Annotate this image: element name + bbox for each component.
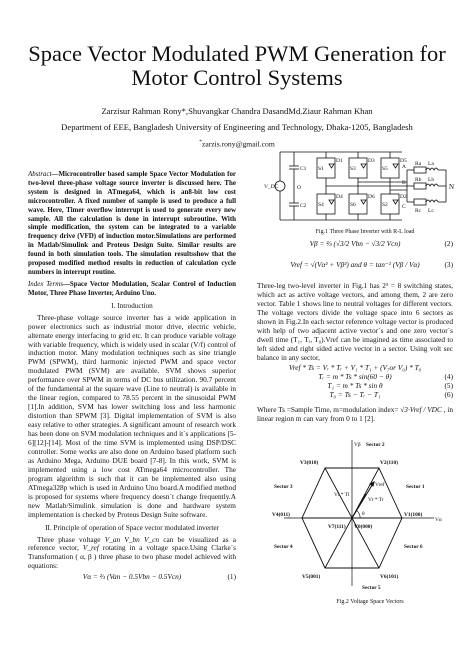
eq5-body: T₁ = m * Ts * sin θ [327,381,383,391]
fig1-ra-label: Ra [415,161,422,167]
fig1-s2-label: S2 [382,202,388,208]
fig2-v0: V0(000) [354,524,373,530]
figure-2-voltage-space-vectors [262,436,452,596]
fig2-theta: θ [362,511,365,517]
fig2-sector-3: Sector 3 [274,484,293,490]
fig2-vbeta: Vβ [354,442,361,448]
fig2-vref: Vref [375,482,385,488]
eq6-body: T₀ = Ts − Tᵣ − T₁ [329,390,381,400]
abstract-text: Microcontroller based sample Space Vector Modulation for two-level three-phase voltage source inverter is discussed here. The system is designed in ATmega64, which is an8-bit low cost microcontroller. A fixed number of sample is used to produce a full wave. Here, Timer overflow interrupt is used to generate every new sample. All the calculation is done in interrupt subroutine. With simple modification, the system can be integrated to a variable frequency drive (VFD) of induction motor.Simulations are performed in Matlab/Simulink and Proteus Design Suite. Similar results are found in both simulation tools. The simulation resultsshow that the proposed modified method results in reduction of calculation cycle numbers in interrupt routine. [28,170,236,276]
fig1-lc-label: Lc [428,208,434,214]
fig2-valpha: Vα [435,517,442,523]
figure-1-inverter-circuit [262,146,458,228]
index-terms-text: Space Vector Modulation, Scalar Control of Induction Motor, Three Phase Inverter, Arduino Uno. [28,279,236,297]
fig2-vr-tr: Vr * Tr [368,497,384,503]
eq2-body: Vβ = ⅔ (√3/2 Vbn − √3/2 Vcn) [309,239,401,248]
fig1-s6-label: S6 [350,202,356,208]
fig1-n-label: N [449,183,455,191]
right-column [257,240,453,424]
equation-2 [257,240,453,249]
fig1-d6-label: D6 [368,194,375,200]
index-terms [28,280,236,298]
paper-authors: Zarzisur Rahman Rony*,Shuvangkar Chandra DasandMd.Ziaur Rahman Khan [101,106,373,116]
fig2-sector-1: Sector 1 [406,484,425,490]
s2-vref: V_ref [82,543,99,553]
fig1-d2-label: D2 [400,194,407,200]
fig1-lb-label: Lb [428,177,435,183]
fig2-v2: V2(110) [380,460,398,466]
s2-vs: V_an V_bn V_cn [104,534,159,544]
abstract [28,170,236,277]
email-mark: * [199,139,202,145]
equation-1 [28,573,236,582]
equation-volt-sec: Vref * Ts = Vᵣ * Tᵣ + V₁ * T₁ + (V₇or V₀) * T₀ [288,363,422,373]
paper-title: Space Vector Modulated PWM Generation for Motor Control Systems [28,41,446,90]
fig2-vl-tl: Vl * Tl [334,492,350,498]
index-terms-dash: — [62,279,70,288]
fig1-b-label: B [402,180,406,186]
para2-frac: √3·Vref / VDC [400,405,442,415]
eq1-number: (1) [227,572,236,582]
para2-b: , in linear region m can vary from 0 to 1 [2]. [257,405,453,424]
abstract-label: Abstract [28,170,52,178]
fig1-c1-label: C1 [300,166,307,172]
abstract-dash: — [51,170,59,178]
section-2-heading: II. Principle of operation of Space vector modulated inverter [45,523,219,532]
fig1-d4-label: D4 [336,194,343,200]
figure-2-caption: Fig.2 Voltage Space Vectors [336,599,404,605]
fig1-d1-label: D1 [336,158,343,164]
fig1-a-label: A [402,164,406,170]
fig2-v6: V6(101) [380,574,399,580]
figure-1-caption: Fig.1 Three Phase Inverter with R-L load [315,229,415,235]
left-column [28,170,236,582]
fig1-s4-label: S4 [318,202,324,208]
fig2-v4: V4(011) [272,512,290,518]
fig1-s5-label: S5 [382,166,388,172]
eq4-body: Tᵣ = m * Ts * sin(60 − θ) [318,372,392,382]
section-2-text [28,536,236,572]
fig2-sector-2: Sector 2 [366,442,385,448]
eq3-body: Vref = √(Vα² + Vβ²) and θ = tan⁻¹ (Vβ / Vα) [290,259,420,269]
fig2-sector-5: Sector 5 [362,585,381,591]
eq4-number: (4) [444,372,453,382]
fig1-c2-label: C2 [300,203,307,209]
section-1-heading: I. Introduction [111,301,153,310]
para2-a: Where Ts =Sample Time, m=modulation index= [257,405,401,415]
equation-3 [257,261,453,270]
equation-6 [257,391,453,400]
fig1-s3-label: S3 [350,166,356,172]
paragraph-dwell-times: Three-leg two-level inverter in Fig.1 has 2³ = 8 switching states, which act as active voltage vectors, and among them, 2 are zero vector. Table 1 shows line to neutral voltages for different vectors. The voltage vectors divide the voltage space into 6 sectors as shown in Fig.2.In each sector reference voltage vector is produced with help of two adjacent active vector`s and one zero vector`s dwell time (T₁, Tᵣ, T₀).Vref can be imagined as time associated to left sided and right sided active vector in a sector. Using volt sec balance in any sector, [257,280,453,362]
fig1-s1-label: S1 [318,166,324,172]
fig1-c-label: C [402,204,406,210]
fig1-la-label: La [428,161,434,167]
eq5-number: (5) [444,381,453,391]
fig1-d5-label: D5 [400,158,407,164]
index-terms-label: Index Terms [28,279,63,288]
fig1-d3-label: D3 [368,158,375,164]
s2-text-c: rotating in a voltage space.Using Clarke`s Transformation ( α, β ) three phase to two phase model achieved with equations: [28,543,237,571]
eq2-number: (2) [444,239,453,248]
email-address: zarzis.rony@gmail.com [201,139,275,149]
fig1-rb-label: Rb [415,177,422,183]
s2-text-a: Three phase voltage [37,534,105,544]
section-1-text: Three-phase voltage source inverter has a wide application in power electronics such as industrial motor drive, electric vehicle, alternate energy interfacing to grid etc. It can produce variable voltage with variable frequency, which is widely used in scalar (V/f) control of induction motor. Many modulation techniques such as sine triangle PWM (SPWM), third harmonic injected PWM and space vector modulated PWM (SVM) are available. SVM shows superior performance over SPWM in terms of DC bus utilization. 90.7 percent of the fundamental at the square wave (Line to neutral) is available in the linear region, compared to 78.55 percent in the sinusoidal PWM [1].In addition, SVM has lower switching loss and less harmonic distortion than SPWM [3]. Digital implementation of SVM is also easy relative to other strategies. A significant amount of research work has been done on SVM modulation techniques and it`s applications [5-6][12]-[14]. Most of the time SVM is implemented using DSP/DSC controller. Some works are also done on Arduino based platform such as Arduino Mega, Arduino DUE board [7-8]. In this work, SVM is implemented using a low cost ATmega64 microcontroller. The program algorithm is such that it can be implemented also using ATmega328p which is used in Arduino Uno board.A modified method is proposed for systems where frequency doesn`t change frequently.A new Matlab/Simulink simulation is done and hardware system implementation is checked by Proteus Design Suite software. [28,312,236,519]
fig2-v3: V3(010) [300,460,319,466]
fig2-v5: V5(001) [302,574,321,580]
paragraph-modulation-index [257,406,453,424]
fig2-v1: V1(100) [404,512,423,518]
fig2-v7: V7(111) [328,524,346,530]
fig2-sector-4: Sector 4 [274,544,293,550]
fig1-rc-label: Rc [415,208,422,214]
paper-affiliation: Department of EEE, Bangladesh University of Engineering and Technology, Dhaka-1205, Bangladesh [61,122,413,132]
eq3-number: (3) [444,259,453,269]
eq1-body: Vα = ⅔ (Van − 0.5Vbn − 0.5Vcn) [82,572,182,582]
eq6-number: (6) [444,390,453,400]
s2-text-b: can be visualized as a reference vector, [28,534,236,553]
fig1-o-label: O [297,185,301,191]
fig1-vdc-label: V_DC [264,184,279,190]
fig2-sector-6: Sector 6 [404,544,423,550]
